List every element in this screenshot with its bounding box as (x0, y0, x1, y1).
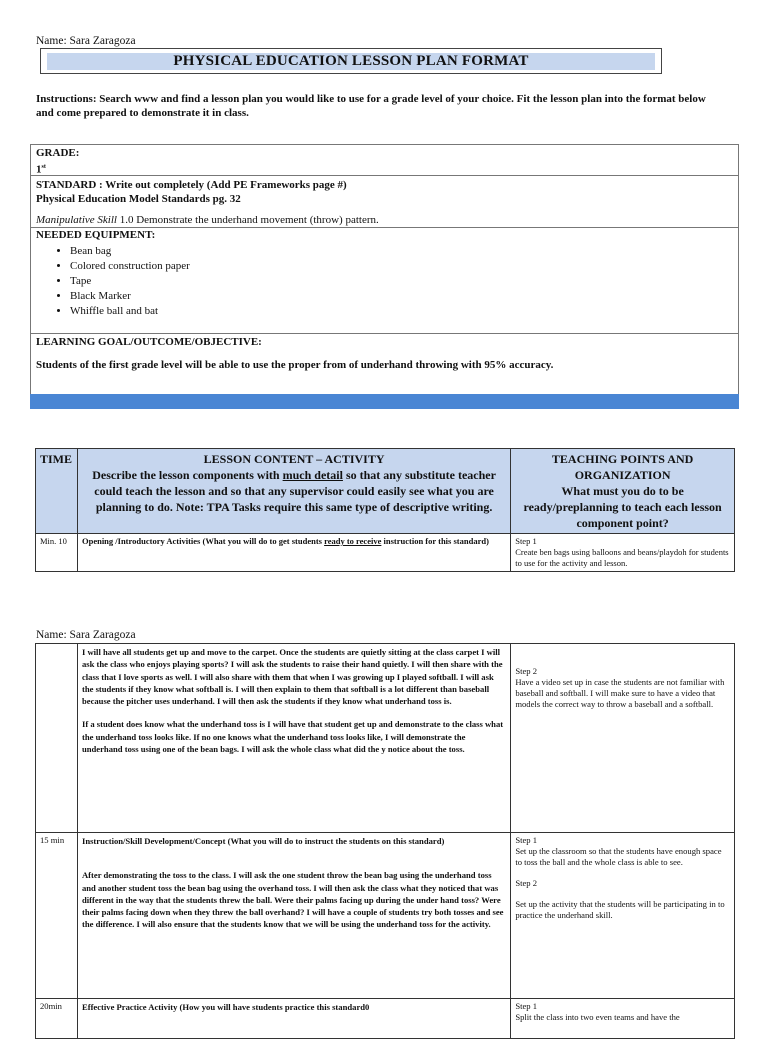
row-content (77, 999, 510, 1039)
standard-section (30, 175, 739, 227)
step-note: Split the class into two even teams and have the (515, 1012, 680, 1022)
standard-skill-name: Manipulative Skill (36, 214, 117, 226)
step-label: Step 1 (515, 1001, 538, 1011)
table-row (36, 644, 735, 833)
table-row (36, 534, 735, 572)
row-time (36, 644, 78, 833)
equipment-item: • Colored construction paper (70, 259, 733, 274)
row-title: Effective Practice Activity (How you will have students practice this standard0 (81, 1002, 370, 1012)
equipment-item: • Black Marker (70, 289, 733, 304)
equipment-item: • Bean bag (70, 244, 733, 259)
column-teaching-points (511, 449, 735, 534)
table-row (36, 999, 735, 1039)
grade-section (30, 144, 739, 175)
grade-value: 1st (36, 163, 46, 176)
standard-label: STANDARD : Write out completely (Add PE Frameworks page #) (36, 179, 347, 191)
equipment-section (30, 227, 739, 333)
column-content-title: LESSON CONTENT – ACTIVITY (203, 452, 385, 466)
title-box (40, 48, 662, 74)
content-paragraph: After demonstrating the toss to the class. I will ask the one student throw the bean bag using the underhand toss and another student toss the bean bag using the overhand toss. I will then ask the class what they noticed that was different in the way that the students threw the ball. Were their palms facing up during the under hand toss? Were their palms facing down when they threw the ball overhand? I will have a couple of students try both tosses and see the difference. I will also ensure that the students know that we will be using the underhand toss for the activity. (81, 870, 504, 930)
standard-skill: Manipulative Skill 1.0 Demonstrate the underhand movement (throw) pattern. (36, 214, 379, 226)
column-time: TIME (36, 449, 78, 534)
goal-section (30, 333, 739, 394)
name-label-page2: Name: Sara Zaragoza (36, 629, 136, 641)
column-lesson-content (77, 449, 510, 534)
step-note: Create ben bags using balloons and beans/playdoh for students to use for the activity and lesson. (515, 547, 729, 568)
row-teaching (511, 534, 735, 572)
row-teaching (511, 999, 735, 1039)
row-time: 20min (36, 999, 78, 1039)
grade-label: GRADE: (36, 147, 80, 159)
row-title: Instruction/Skill Development/Concept (What you will do to instruct the students on this standard) (81, 836, 445, 846)
standard-source: Physical Education Model Standards pg. 32 (36, 193, 241, 205)
equipment-item: • Tape (70, 274, 733, 289)
equipment-label: NEEDED EQUIPMENT: (36, 229, 156, 241)
step-note: Set up the classroom so that the students have enough space to toss the ball and the whole class is able to see. (515, 846, 722, 867)
goal-text: Students of the first grade level will be able to use the proper from of underhand throwing with 95% accuracy. (36, 359, 554, 371)
lesson-table-header (35, 448, 735, 572)
row-time: 15 min (36, 833, 78, 999)
document-title: PHYSICAL EDUCATION LESSON PLAN FORMAT (47, 53, 655, 70)
column-teaching-question: What must you do to be ready/preplanning to teach each lesson component point? (523, 484, 722, 530)
row-content (77, 833, 510, 999)
grade-superscript: st (41, 164, 46, 170)
equipment-list (36, 244, 733, 319)
instructions: Instructions: Search www and find a lesson plan you would like to use for a grade level of your choice. Fit the lesson plan into the format below and come prepared to demonstrate it in class. (36, 93, 706, 119)
step-note: Set up the activity that the students will be participating in to practice the underhand skill. (515, 899, 725, 920)
section-divider-bar (30, 394, 739, 409)
step-label: Step 1 (515, 536, 537, 546)
step-label: Step 1 (515, 835, 538, 845)
goal-label: LEARNING GOAL/OUTCOME/OBJECTIVE: (36, 336, 262, 348)
content-paragraph: If a student does know what the underhand toss is I will have that student get up and demonstrate to the class what the underhand toss looks like. If no one knows what the underhand toss looks like, I will demonstrate the underhand toss using one of the bean bags. I will ask the whole class what did the y notice about the toss. (81, 719, 504, 755)
table-row (36, 833, 735, 999)
row-time: Min. 10 (36, 534, 78, 572)
equipment-item: • Whiffle ball and bat (70, 304, 733, 319)
content-paragraph: I will have all students get up and move to the carpet. Once the students are quietly sitting at the class carpet I will ask the class who enjoys playing sports? I will ask the students to raise their hand quietly. I will then share with the class that I love sports as well. I will also share with them that when I was growing up I played softball. I will ask the students if they know what softball is. I will then explain to them that softball is a lot different than baseball because the pitcher uses underhand. I will then ask the students if they know what underhand toss is. (81, 647, 503, 707)
step-note: Have a video set up in case the students are not familiar with baseball and softball. I will make sure to have a video that models the correct way to throw a baseball and a softball. (515, 677, 725, 709)
row-teaching (511, 833, 735, 999)
row-content: Opening /Introductory Activities (What you will do to get students ready to receive instruction for this standard) (77, 534, 510, 572)
column-teaching-title: TEACHING POINTS AND ORGANIZATION (551, 452, 694, 482)
lesson-table-continued (35, 643, 735, 1039)
row-content (77, 644, 510, 833)
step-label: Step 2 (515, 878, 538, 888)
column-content-description: Describe the lesson components with much detail so that any substitute teacher could teach the lesson and so that any supervisor could easily see what you are planning to do. Note: TPA Tasks require this same type of descriptive writing. (92, 468, 496, 514)
step-label: Step 2 (515, 666, 538, 676)
row-teaching (511, 644, 735, 833)
name-label: Name: Sara Zaragoza (36, 35, 136, 47)
